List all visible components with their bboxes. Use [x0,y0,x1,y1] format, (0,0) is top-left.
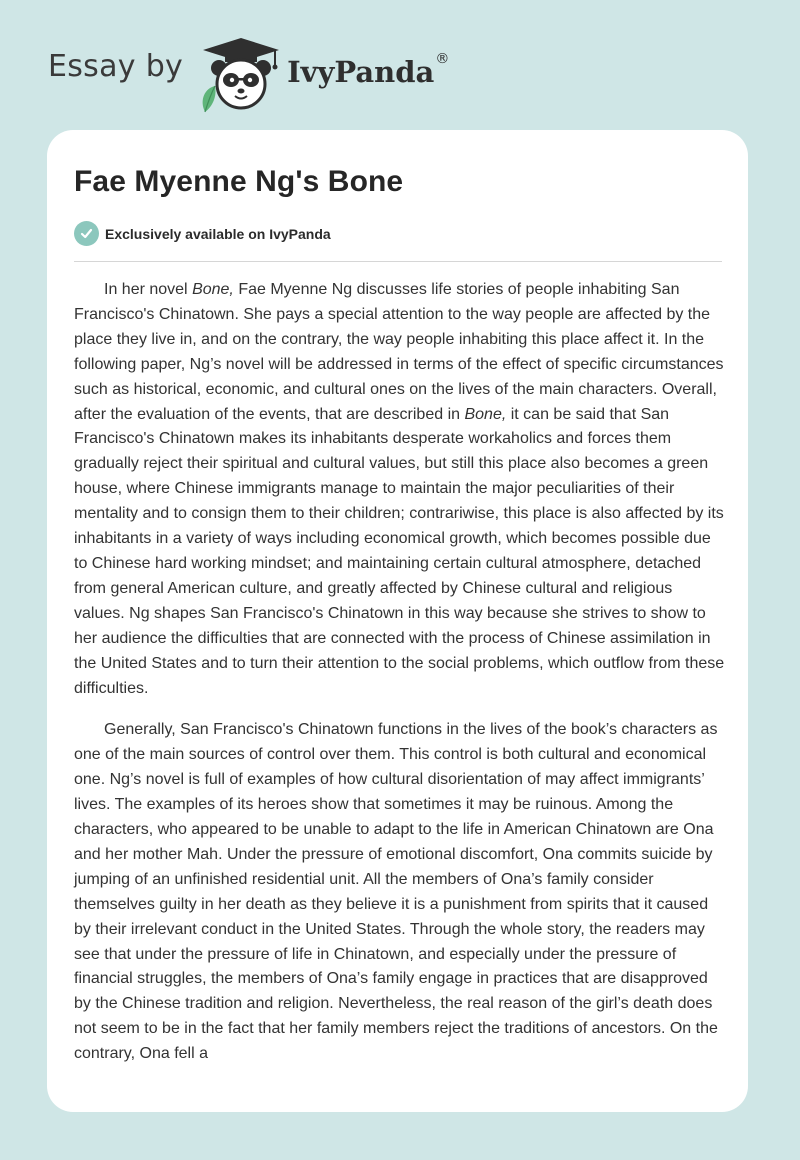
brand-name [287,51,450,89]
brand-header [48,34,449,114]
paragraph-1 [74,278,726,701]
paragraph-1-segment: it can be said that San Francisco's Chinatown makes its inhabitants desperate workaholics and forces them gradually reject their spiritual and cultural values, but still this place also becomes a green house, where Chinese immigrants manage to maintain the major peculiarities of their mentality and to consign them to their children; contrariwise, this place is also affected by its inhabitants in a variety of ways including economical growth, which becomes possible due to Chinese hard working mindset; and maintaining certain cultural atmosphere, detached from general American culture, and greatly affected by Chinese cultural and religious values. Ng shapes San Francisco's Chinatown in this way because she strives to show to her audience the difficulties that are connected with the process of Chinese assimilation in the United States and to turn their attention to the social problems, which outflow from these difficulties. [74,405,725,697]
essay-card [47,130,748,1112]
divider [74,261,722,262]
page-title: Fae Myenne Ng's Bone [74,165,404,198]
paragraph-1-segment: In her novel [104,281,193,298]
paragraph-2: Generally, San Francisco's Chinatown functions in the lives of the book’s characters as one of the main sources of control over them. This control is both cultural and economical one. Ng’s novel is full of examples of how cultural disorientation of may affect immigrants’ lives. The examples of its heroes show that sometimes it may be ruinous. Among the characters, who appeared to be unable to adapt to the life in American Chinatown are Ona and her mother Mah. Under the pressure of emotional discomfort, Ona commits suicide by jumping of an unfinished residential unit. All the members of Ona’s family consider themselves guilty in her death as they believe it is a punishment from spirits that it caused by their irrelevant conduct in the United States. Through the whole story, the readers may see that under the pressure of life in Chinatown, and especially under the pressure of financial struggles, the members of Ona’s family engage in practices that are disapproved by the Chinese tradition and religion. Nevertheless, the real reason of the girl’s death does not seem to be in the fact that her family members reject the traditions of ancestors. On the contrary, Ona fell a [74,721,718,1063]
book-title-emphasis: Bone, [192,281,234,298]
panda-graduate-logo [197,34,285,114]
registered-mark: ® [435,51,450,67]
paragraph-1-segment: Fae Myenne Ng discusses life stories of people inhabiting San Francisco's Chinatown. She pays a special attention to the way people are affected by the place they live in, and on the contrary, the way people inhabiting this place affect it. In the following paper, Ng’s novel will be addressed in terms of the effect of specific circumstances such as historical, economic, and cultural ones on the lives of the main characters. Overall, after the evaluation of the events, that are described in [74,281,724,423]
book-title-emphasis: Bone, [464,405,507,423]
brand-name-text: IvyPanda [287,55,435,89]
exclusive-badge [74,221,331,246]
article-body [74,278,726,1084]
brand-prefix: Essay by [48,48,184,84]
check-circle-icon [74,221,99,246]
exclusive-badge-text: Exclusively available on IvyPanda [105,225,331,242]
